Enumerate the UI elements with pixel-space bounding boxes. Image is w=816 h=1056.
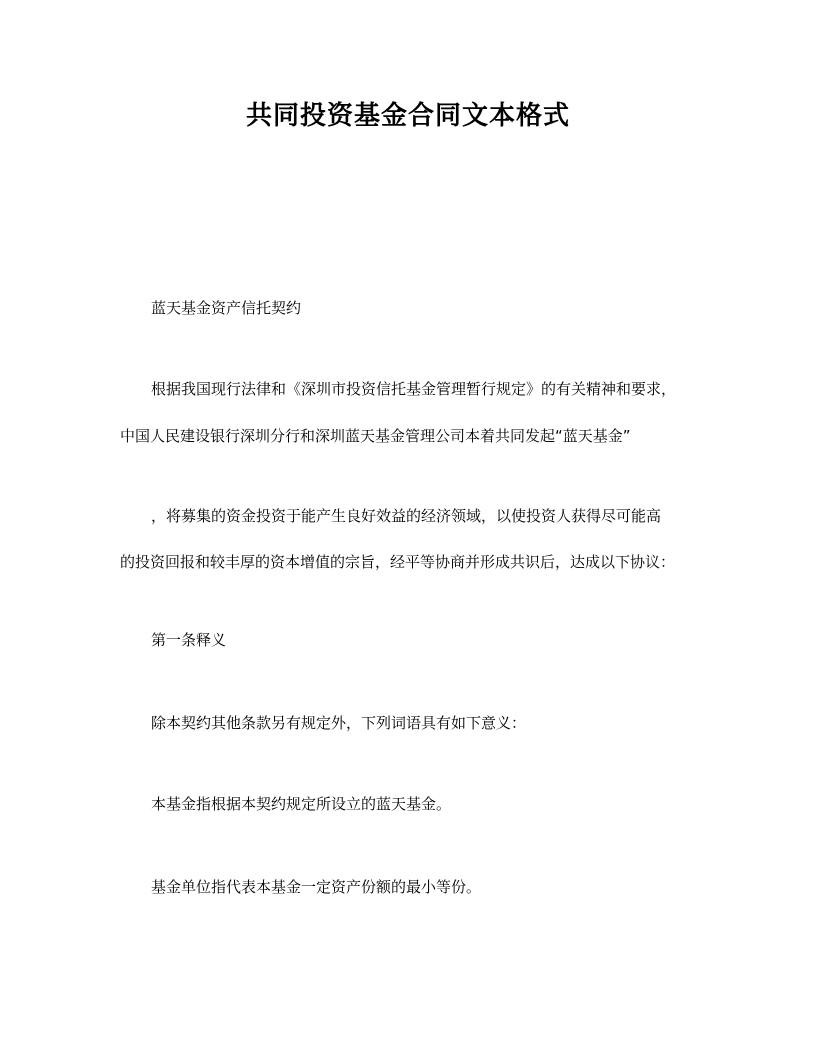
- document-title: 共同投资基金合同文本格式: [245, 101, 570, 131]
- paragraph-line: 的投资回报和较丰厚的资本增值的宗旨，经平等协商并形成共识后，达成以下协议：: [120, 553, 676, 571]
- paragraph-contract-name: 蓝天基金资产信托契约: [151, 299, 302, 317]
- paragraph-line: ，将募集的资金投资于能产生良好效益的经济领域，以使投资人获得尽可能高: [151, 507, 662, 525]
- section-heading: 第一条释义: [151, 631, 227, 649]
- paragraph-line: 本基金指根据本契约规定所设立的蓝天基金。: [151, 795, 452, 813]
- paragraph-line: 除本契约其他条款另有规定外，下列词语具有如下意义：: [151, 714, 527, 732]
- paragraph-line: 基金单位指代表本基金一定资产份额的最小等份。: [151, 878, 482, 896]
- paragraph-line: 根据我国现行法律和《深圳市投资信托基金管理暂行规定》的有关精神和要求，: [151, 380, 677, 398]
- paragraph-line: 中国人民建设银行深圳分行和深圳蓝天基金管理公司本着共同发起“蓝天基金”: [120, 427, 631, 445]
